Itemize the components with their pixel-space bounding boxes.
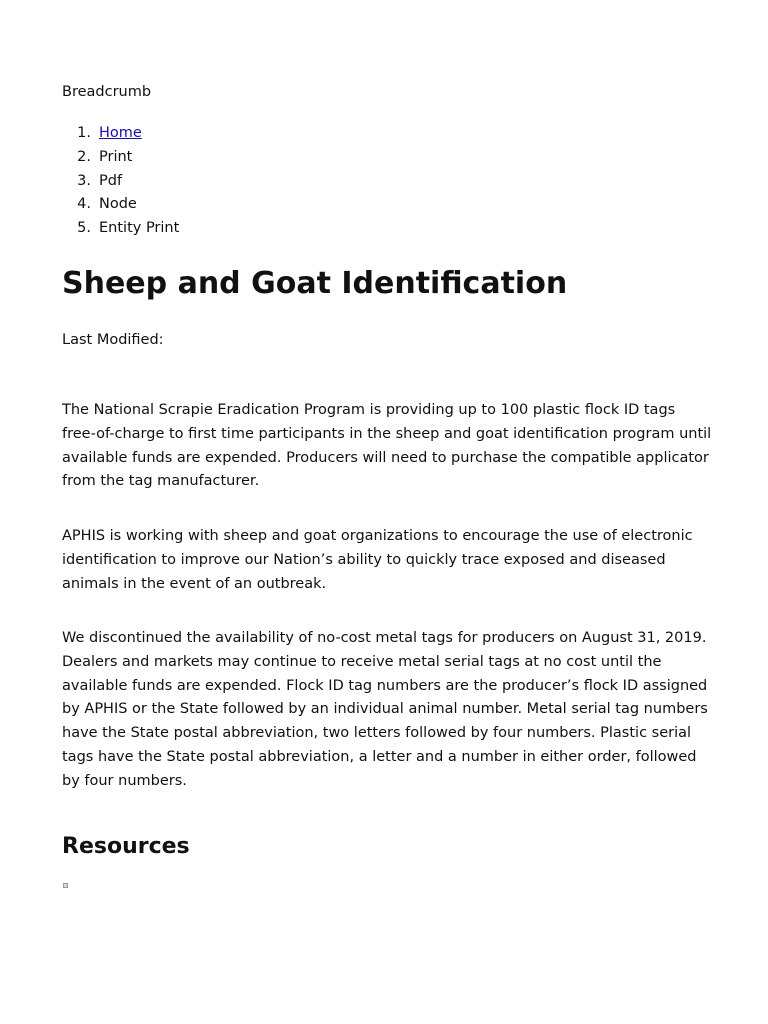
resources-heading: Resources	[62, 834, 190, 859]
breadcrumb-heading: Breadcrumb	[62, 84, 152, 100]
article-paragraph-electronic-id: APHIS is working with sheep and goat organizations to encourage the use of electronic identification to improve our Nation’s ability to quickly trace exposed and diseased animals in the event of an outbreak.	[62, 528, 693, 592]
breadcrumb-item-number: 3.	[77, 172, 91, 189]
breadcrumb-item-number: 1.	[77, 125, 91, 141]
broken-image-icon	[63, 883, 68, 888]
breadcrumb-item-number: 5.	[77, 220, 91, 237]
breadcrumb-item-label: Pdf	[99, 172, 123, 189]
breadcrumb-item-label: Entity Print	[99, 220, 180, 237]
breadcrumb-item-number: 2.	[77, 148, 91, 165]
breadcrumb-item-number: 4.	[77, 196, 91, 213]
last-modified-label: Last Modified:	[62, 332, 164, 348]
breadcrumb-item-print	[62, 146, 179, 170]
breadcrumb-item-home	[62, 122, 179, 146]
breadcrumb-item-label: Print	[99, 148, 133, 165]
breadcrumb-item-label: Node	[99, 196, 137, 213]
article-paragraph-flock-tags: The National Scrapie Eradication Program is providing up to 100 plastic flock ID tags free-of-charge to first time participants in the sheep and goat identification program until available funds are expended. Producers will need to purchase the compatible applicator from the tag manufacturer.	[62, 402, 712, 490]
breadcrumb-item-node	[62, 193, 179, 217]
page-title: Sheep and Goat Identification	[62, 266, 568, 301]
article-paragraph-metal-tags: We discontinued the availability of no-cost metal tags for producers on August 31, 2019. Dealers and markets may continue to receive metal serial tags at no cost until the available funds are expended. Flock ID tag numbers are the producer’s flock ID assigned by APHIS or the State followed by an individual animal number. Metal serial tag numbers have the State postal abbreviation, two letters followed by four numbers. Plastic serial tags have the State postal abbreviation, a letter and a number in either order, followed by four numbers.	[62, 630, 708, 789]
breadcrumb	[62, 122, 179, 241]
breadcrumb-link-home[interactable]: Home	[99, 125, 142, 141]
breadcrumb-item-pdf	[62, 170, 179, 194]
breadcrumb-item-entity-print	[62, 217, 179, 241]
